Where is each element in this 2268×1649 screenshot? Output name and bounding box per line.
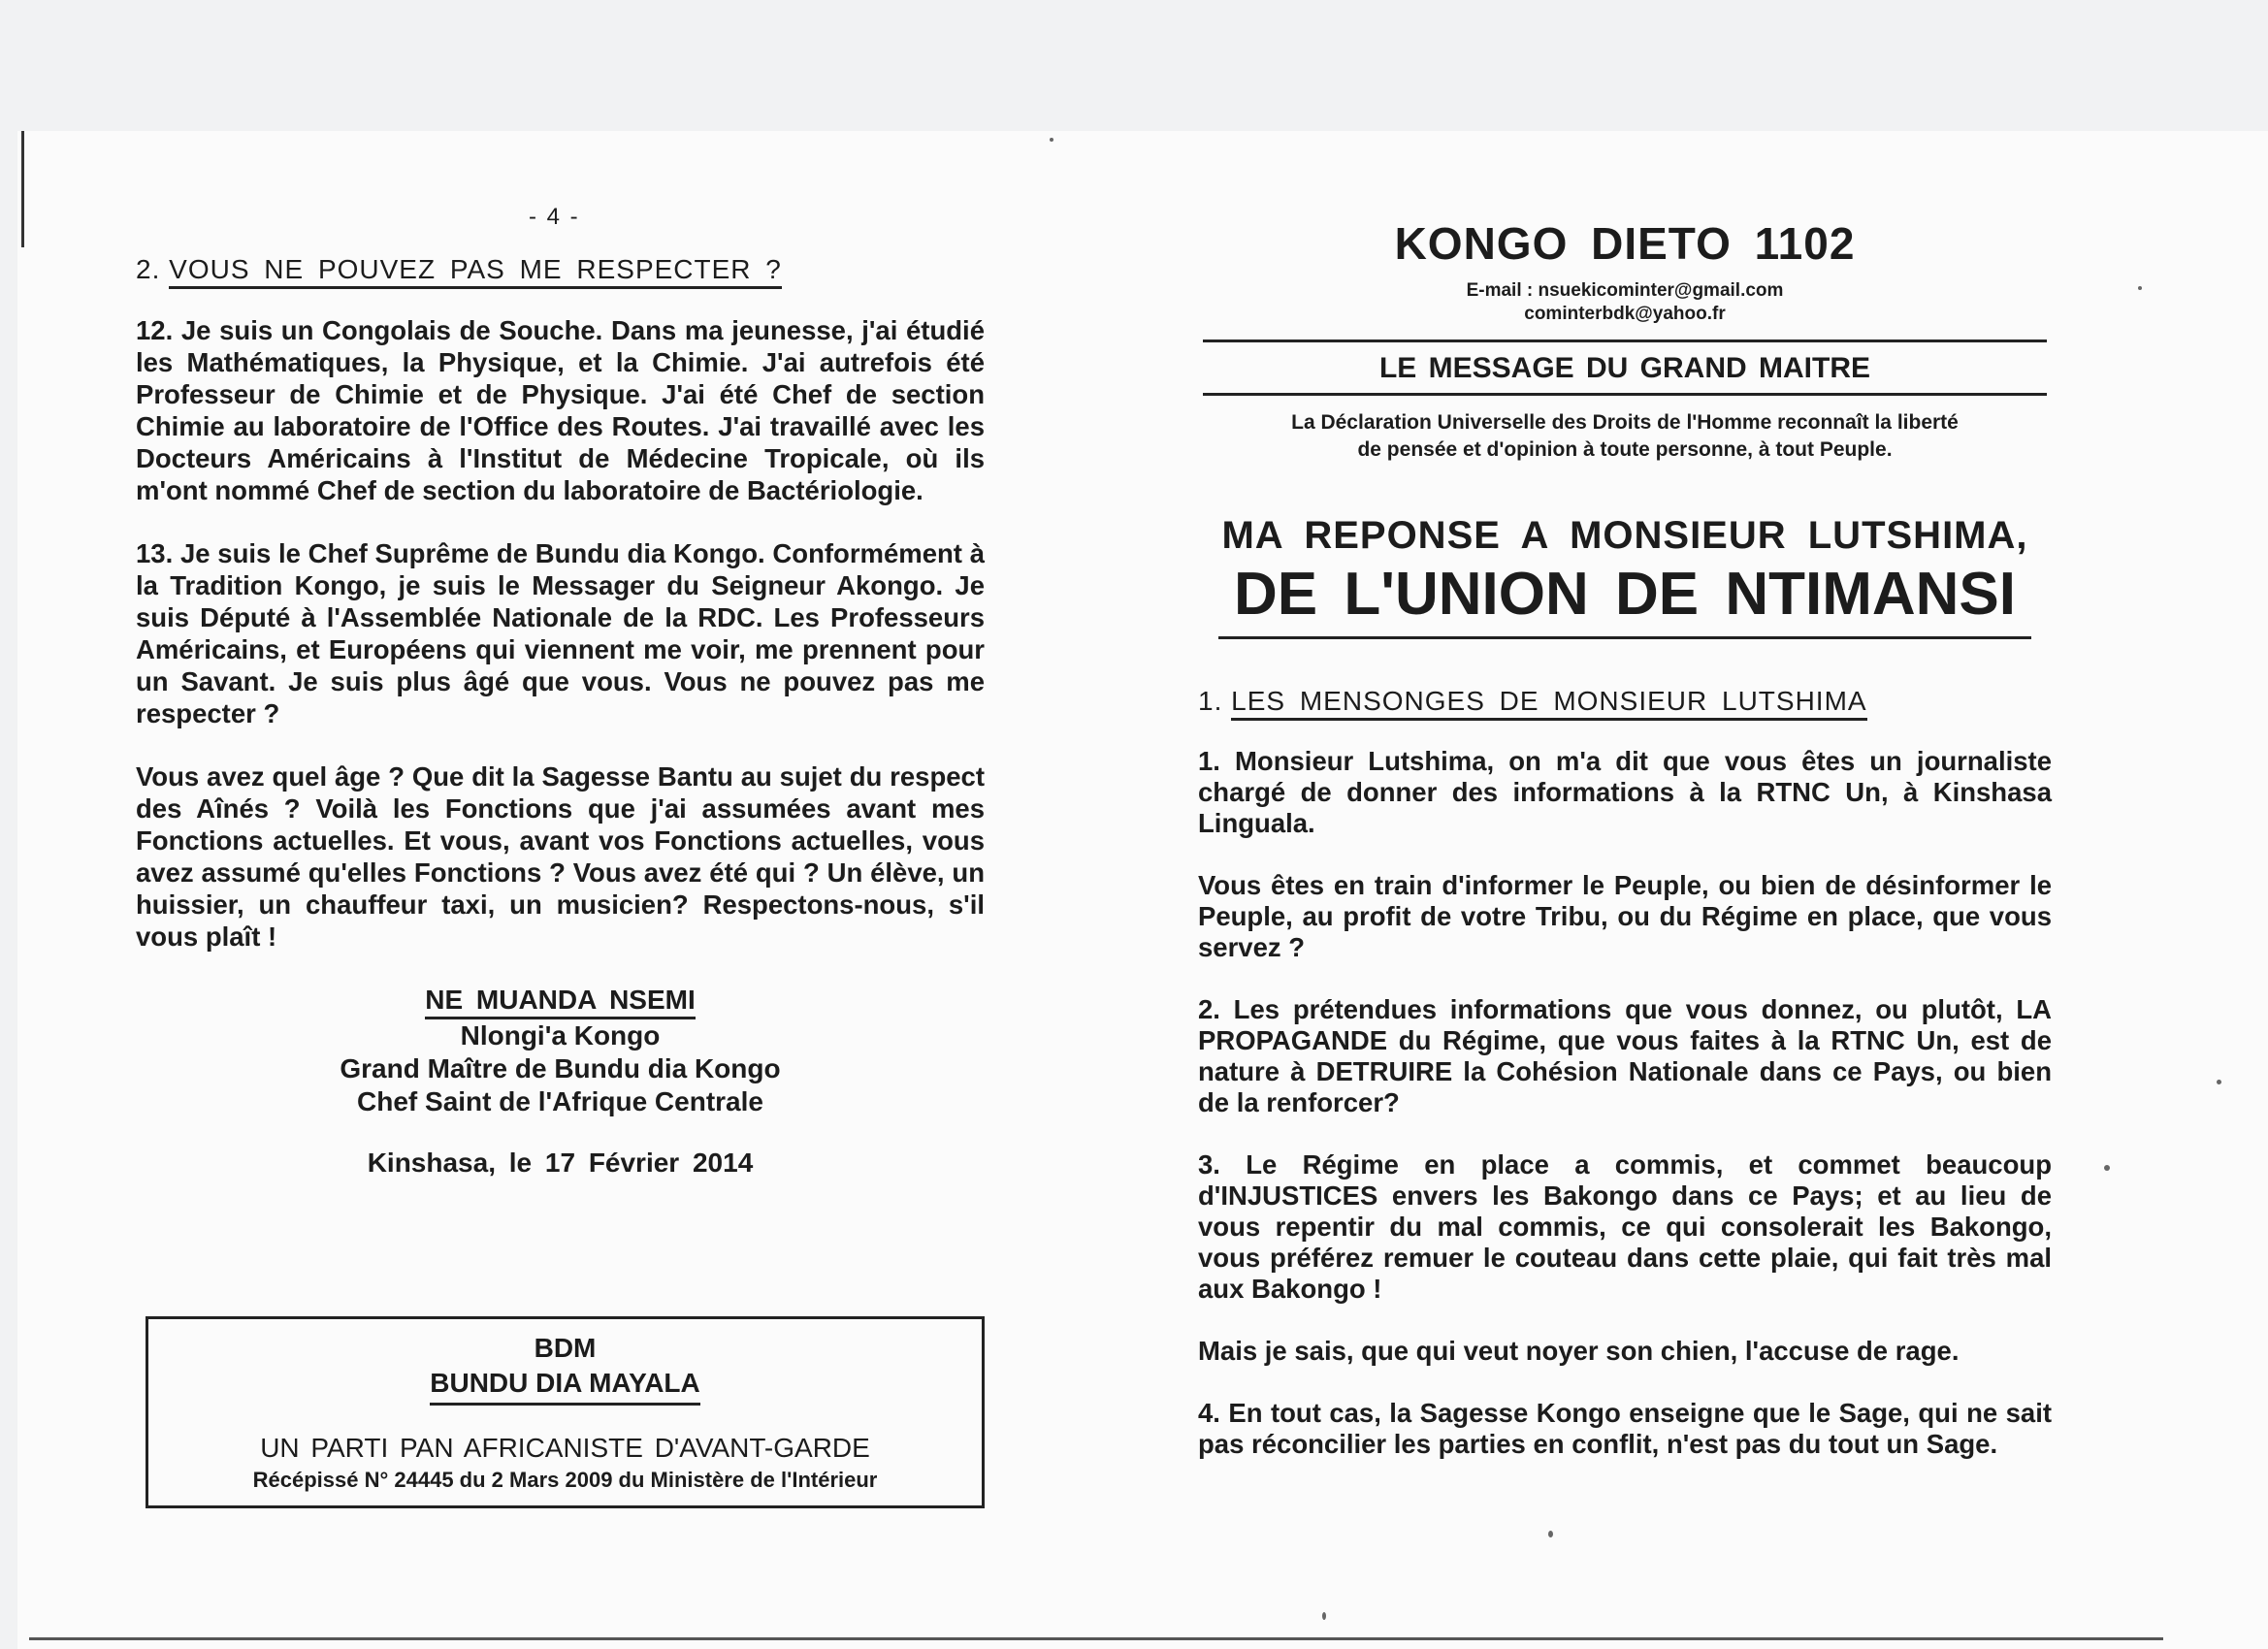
signature-line: Nlongi'a Kongo xyxy=(460,1020,661,1051)
right-paragraph: Mais je sais, que qui veut noyer son chien, l'accuse de rage. xyxy=(1198,1336,1960,1366)
rule-top xyxy=(1203,340,2047,342)
email-line: cominterbdk@yahoo.fr xyxy=(1524,304,1726,324)
right-section-title-text: LES MENSONGES DE MONSIEUR LUTSHIMA xyxy=(1231,686,1866,721)
left-section-number: 2. xyxy=(136,254,161,284)
signature-line: Grand Maître de Bundu dia Kongo xyxy=(340,1053,781,1083)
headline-underline xyxy=(1218,636,2031,639)
headline-line-1: MA REPONSE A MONSIEUR LUTSHIMA, xyxy=(1221,514,2028,557)
left-column xyxy=(136,254,985,1179)
scan-speck xyxy=(1548,1531,1553,1537)
declaration-text xyxy=(1198,409,2052,464)
right-paragraph: 2. Les prétendues informations que vous donnez, ou plutôt, LA PROPAGANDE du Régime, que vous faites à la RTNC Un, est de nature à DETRUIRE la Cohésion Nationale dans ce Pays, ou bien de la renforcer? xyxy=(1198,994,2052,1117)
contact-emails xyxy=(1198,279,2052,326)
party-name: BUNDU DIA MAYALA xyxy=(430,1368,699,1406)
scan-speck xyxy=(1050,138,1053,142)
party-abbreviation: BDM xyxy=(534,1333,597,1363)
left-paragraph: 13. Je suis le Chef Suprême de Bundu dia Kongo. Conformément à la Tradition Kongo, je suis le Messager du Seigneur Akongo. Je suis Député à l'Assemblée Nationale de la RDC. Les Professeurs Américains, et Européens qui viennent me voir, me prennent pour un Savant. Je suis plus âgé que vous. Vous ne pouvez pas me respecter ? xyxy=(136,538,985,728)
signature-line: Chef Saint de l'Afrique Centrale xyxy=(357,1086,763,1116)
signature-block xyxy=(136,984,985,1118)
right-section-title xyxy=(1198,686,2052,717)
right-paragraph: 3. Le Régime en place a commis, et commet beaucoup d'INJUSTICES envers les Bakongo dans ce Pays; et au lieu de vous repentir du mal commis, ce qui consolerait les Bakongo, vous préférez remuer le couteau dans cette plaie, qui fait très mal aux Bakongo ! xyxy=(1198,1149,2052,1304)
party-box xyxy=(146,1316,985,1508)
scan-speck xyxy=(1322,1612,1326,1620)
email-line: E-mail : nsuekicominter@gmail.com xyxy=(1466,280,1784,301)
right-paragraph: Vous êtes en train d'informer le Peuple, ou bien de désinformer le Peuple, au profit de votre Tribu, ou du Régime en place, que vous servez ? xyxy=(1198,870,2052,962)
right-paragraph: 1. Monsieur Lutshima, on m'a dit que vous êtes un journaliste chargé de donner des informations à la RTNC Un, à Kinshasa Linguala. xyxy=(1198,746,2052,838)
masthead-title: KONGO DIETO 1102 xyxy=(1394,218,1856,269)
signature-name: NE MUANDA NSEMI xyxy=(425,984,696,1019)
right-column xyxy=(1198,213,2052,1491)
left-section-title xyxy=(136,254,985,285)
left-paragraph: 12. Je suis un Congolais de Souche. Dans ma jeunesse, j'ai étudié les Mathématiques, la Physique, et la Chimie. J'ai autrefois été Professeur de Chimie et de Physique. J'ai été Chef de section Chimie au laboratoire de l'Office des Routes. J'ai travaillé avec les Docteurs Américains à l'Institut de Médecine Tropicale, où ils m'ont nommé Chef de section du laboratoire de Bactériologie. xyxy=(136,315,985,505)
page-number: - 4 - xyxy=(529,204,580,230)
right-paragraph: 4. En tout cas, la Sagesse Kongo enseigne que le Sage, qui ne sait pas réconcilier les parties en conflit, n'est pas du tout un Sage. xyxy=(1198,1398,2052,1459)
left-paragraph: Vous avez quel âge ? Que dit la Sagesse Bantu au sujet du respect des Aînés ? Voilà les Fonctions que j'ai assumées avant mes Fonctions actuelles. Et vous, avant vos Fonctions actuelles, vous avez assumé qu'elles Fonctions ? Vous avez été qui ? Un élève, un huissier, un chauffeur taxi, un musicien? Respectons-nous, s'il vous plaît ! xyxy=(136,761,985,952)
date-line: Kinshasa, le 17 Février 2014 xyxy=(367,1148,754,1178)
scan-speck xyxy=(2217,1080,2221,1084)
right-section-number: 1. xyxy=(1198,686,1223,716)
party-registration: Récépissé N° 24445 du 2 Mars 2009 du Ministère de l'Intérieur xyxy=(252,1468,878,1492)
declaration-line: de pensée et d'opinion à toute personne, à tout Peuple. xyxy=(1357,438,1893,461)
scan-speck xyxy=(2138,286,2142,290)
message-banner: LE MESSAGE DU GRAND MAITRE xyxy=(1378,352,1871,384)
scan-speck xyxy=(2104,1165,2110,1171)
right-section xyxy=(1198,686,2052,1460)
declaration-line: La Déclaration Universelle des Droits de l'Homme reconnaît la liberté xyxy=(1291,411,1959,434)
rule-bottom xyxy=(1203,393,2047,396)
bottom-edge-rule xyxy=(29,1637,2163,1640)
left-section-title-text: VOUS NE POUVEZ PAS ME RESPECTER ? xyxy=(169,254,782,289)
left-edge-rule xyxy=(21,131,24,247)
headline-line-2: DE L'UNION DE NTIMANSI xyxy=(1234,561,2016,628)
party-tagline: UN PARTI PAN AFRICANISTE D'AVANT-GARDE xyxy=(260,1433,870,1463)
